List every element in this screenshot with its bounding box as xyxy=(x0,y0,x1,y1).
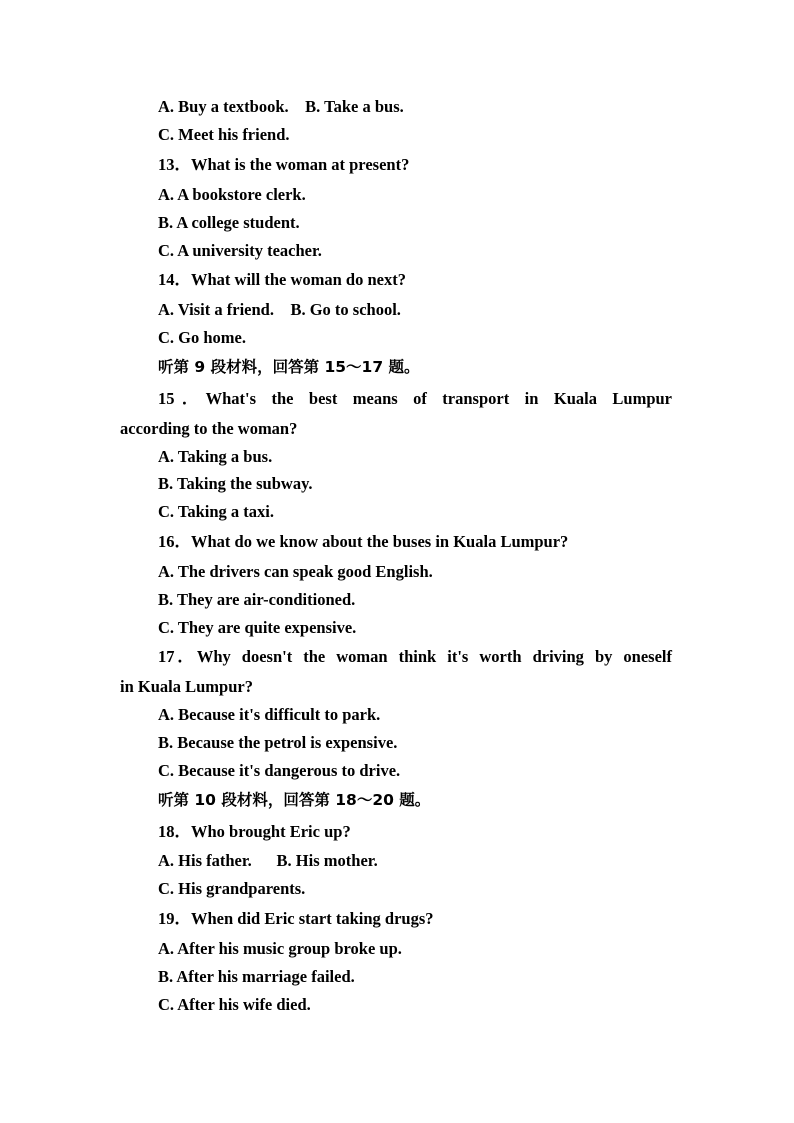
q15-question-line1: 15．What's the best means of transport in Kuala Lumpur xyxy=(158,389,672,408)
q16-option-c: C. They are quite expensive. xyxy=(158,618,357,637)
q15-option-c: C. Taking a taxi. xyxy=(158,502,274,521)
q18-question: 18．Who brought Eric up? xyxy=(158,822,351,841)
q13-question: 13．What is the woman at present? xyxy=(158,155,410,174)
q18-option-c: C. His grandparents. xyxy=(158,879,306,898)
q18-options-ab: A. His father. B. His mother. xyxy=(158,851,378,870)
q16-option-b: B. They are air-conditioned. xyxy=(158,590,356,609)
q14-option-c: C. Go home. xyxy=(158,328,246,347)
q13-option-a: A. A bookstore clerk. xyxy=(158,185,306,204)
q19-option-c: C. After his wife died. xyxy=(158,995,311,1014)
q17-option-a: A. Because it's difficult to park. xyxy=(158,705,381,724)
q17-option-c: C. Because it's dangerous to drive. xyxy=(158,761,401,780)
q16-option-a: A. The drivers can speak good English. xyxy=(158,562,433,581)
q14-options-ab: A. Visit a friend. B. Go to school. xyxy=(158,300,401,319)
q15-option-b: B. Taking the subway. xyxy=(158,474,313,493)
q17-question-line2: in Kuala Lumpur? xyxy=(120,677,253,696)
section-heading-10: 听第 10 段材料，回答第 18～20 题。 xyxy=(158,791,431,809)
q16-question: 16．What do we know about the buses in Kuala Lumpur? xyxy=(158,532,569,551)
q19-option-b: B. After his marriage failed. xyxy=(158,967,355,986)
q17-question-line1: 17．Why doesn't the woman think it's worth driving by oneself xyxy=(158,647,672,666)
q12-options-ab: A. Buy a textbook. B. Take a bus. xyxy=(158,97,404,116)
q19-question: 19．When did Eric start taking drugs? xyxy=(158,909,434,928)
q15-option-a: A. Taking a bus. xyxy=(158,447,273,466)
q14-question: 14．What will the woman do next? xyxy=(158,270,406,289)
q17-option-b: B. Because the petrol is expensive. xyxy=(158,733,398,752)
q13-option-c: C. A university teacher. xyxy=(158,241,322,260)
section-heading-9: 听第 9 段材料，回答第 15～17 题。 xyxy=(158,358,420,376)
q13-option-b: B. A college student. xyxy=(158,213,300,232)
q19-option-a: A. After his music group broke up. xyxy=(158,939,402,958)
q12-option-c: C. Meet his friend. xyxy=(158,125,290,144)
q15-question-line2: according to the woman? xyxy=(120,419,298,438)
